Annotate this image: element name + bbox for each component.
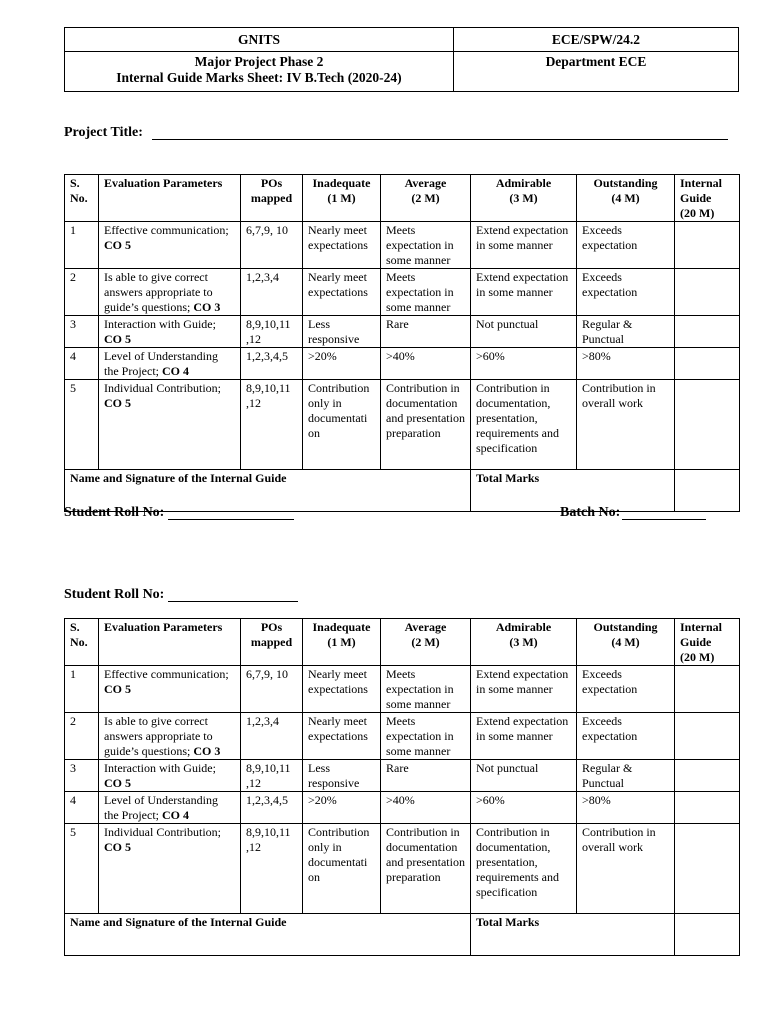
course-outcome: CO 5 bbox=[104, 238, 131, 252]
average-cell: Contribution in documentation and presentation preparation bbox=[381, 380, 471, 470]
outstanding-cell: Contribution in overall work bbox=[577, 824, 675, 914]
evaluation-parameter bbox=[99, 713, 241, 760]
course-outcome: CO 5 bbox=[104, 682, 131, 696]
column-header-label: Admirable bbox=[495, 176, 552, 190]
title-line-1: Major Project Phase 2 bbox=[194, 54, 324, 69]
internal-guide-mark-cell[interactable] bbox=[675, 316, 740, 348]
column-header-label: S. No. bbox=[70, 620, 88, 649]
column-header-label: S. No. bbox=[70, 176, 88, 205]
table-row bbox=[65, 792, 740, 824]
pos-mapped: 8,9,10,11 ,12 bbox=[241, 316, 303, 348]
column-header-label: Internal Guide bbox=[680, 176, 722, 205]
row-number: 3 bbox=[65, 760, 99, 792]
admirable-cell: Contribution in documentation, presentation, requirements and specification bbox=[471, 380, 577, 470]
column-header-inadequate bbox=[303, 175, 381, 222]
average-cell: Meets expectation in some manner bbox=[381, 666, 471, 713]
outstanding-cell: Exceeds expectation bbox=[577, 666, 675, 713]
table-row bbox=[65, 380, 740, 470]
column-header-label: Evaluation Parameters bbox=[104, 620, 223, 634]
column-header-marks: (4 M) bbox=[611, 635, 640, 649]
column-header-marks: (20 M) bbox=[680, 650, 715, 664]
column-header-label: Outstanding bbox=[593, 620, 658, 634]
evaluation-parameter bbox=[99, 792, 241, 824]
row-number: 5 bbox=[65, 824, 99, 914]
column-header-label: POs mapped bbox=[250, 176, 293, 205]
batch-row bbox=[560, 505, 710, 523]
pos-mapped: 1,2,3,4,5 bbox=[241, 792, 303, 824]
admirable-cell: Not punctual bbox=[471, 316, 577, 348]
inadequate-cell: Less responsive bbox=[303, 760, 381, 792]
column-header-sno bbox=[65, 175, 99, 222]
course-outcome: CO 5 bbox=[104, 396, 131, 410]
header-title bbox=[65, 52, 454, 92]
internal-guide-mark-cell[interactable] bbox=[675, 348, 740, 380]
course-outcome: CO 4 bbox=[161, 808, 189, 822]
parameter-text: Is able to give correct answers appropriate to guide’s questions; bbox=[104, 270, 213, 314]
average-cell: >40% bbox=[381, 348, 471, 380]
course-outcome: CO 5 bbox=[104, 776, 131, 790]
admirable-cell: Contribution in documentation, presentation, requirements and specification bbox=[471, 824, 577, 914]
parameter-text: Is able to give correct answers appropriate to guide’s questions; bbox=[104, 714, 213, 758]
average-cell: Rare bbox=[381, 760, 471, 792]
table-row bbox=[65, 760, 740, 792]
table-row bbox=[65, 348, 740, 380]
inadequate-cell: Less responsive bbox=[303, 316, 381, 348]
parameter-text: Individual Contribution; bbox=[104, 381, 221, 395]
row-number: 2 bbox=[65, 713, 99, 760]
org-name: GNITS bbox=[65, 28, 454, 52]
parameter-text: Level of Understanding the Project; bbox=[104, 793, 218, 822]
parameter-text: Interaction with Guide; bbox=[104, 761, 216, 775]
inadequate-cell: Nearly meet expectations bbox=[303, 666, 381, 713]
guide-signature-cell[interactable]: Name and Signature of the Internal Guide bbox=[65, 470, 471, 512]
internal-guide-mark-cell[interactable] bbox=[675, 269, 740, 316]
row-number: 3 bbox=[65, 316, 99, 348]
column-header-label: Average bbox=[404, 176, 447, 190]
column-header-admirable bbox=[471, 175, 577, 222]
inadequate-cell: Contribution only in documentati on bbox=[303, 380, 381, 470]
project-title-row bbox=[64, 125, 728, 143]
column-header-sno bbox=[65, 619, 99, 666]
project-title-field[interactable] bbox=[152, 127, 728, 140]
course-outcome: CO 3 bbox=[193, 744, 221, 758]
pos-mapped: 8,9,10,11 ,12 bbox=[241, 380, 303, 470]
course-outcome: CO 3 bbox=[193, 300, 221, 314]
column-header-label: Evaluation Parameters bbox=[104, 176, 223, 190]
header-row bbox=[65, 619, 740, 666]
outstanding-cell: Regular & Punctual bbox=[577, 760, 675, 792]
parameter-text: Individual Contribution; bbox=[104, 825, 221, 839]
row-number: 5 bbox=[65, 380, 99, 470]
pos-mapped: 8,9,10,11 ,12 bbox=[241, 760, 303, 792]
admirable-cell: Extend expectation in some manner bbox=[471, 666, 577, 713]
department: Department ECE bbox=[454, 52, 739, 92]
inadequate-cell: >20% bbox=[303, 348, 381, 380]
table-row bbox=[65, 316, 740, 348]
evaluation-parameter bbox=[99, 666, 241, 713]
outstanding-cell: Exceeds expectation bbox=[577, 222, 675, 269]
inadequate-cell: Nearly meet expectations bbox=[303, 269, 381, 316]
student-roll-field[interactable] bbox=[168, 589, 298, 602]
pos-mapped: 8,9,10,11 ,12 bbox=[241, 824, 303, 914]
inadequate-cell: Contribution only in documentati on bbox=[303, 824, 381, 914]
rubric-table-1 bbox=[64, 174, 740, 512]
column-header-marks: (4 M) bbox=[611, 191, 640, 205]
total-marks-label: Total Marks bbox=[471, 470, 675, 512]
column-header-label: Average bbox=[404, 620, 447, 634]
header-row bbox=[65, 175, 740, 222]
course-outcome: CO 5 bbox=[104, 332, 131, 346]
header-table bbox=[64, 27, 739, 92]
parameter-text: Level of Understanding the Project; bbox=[104, 349, 218, 378]
outstanding-cell: Contribution in overall work bbox=[577, 380, 675, 470]
evaluation-parameter bbox=[99, 269, 241, 316]
course-outcome: CO 5 bbox=[104, 840, 131, 854]
batch-label: Batch No: bbox=[560, 505, 621, 520]
table-row bbox=[65, 222, 740, 269]
doc-code: ECE/SPW/24.2 bbox=[454, 28, 739, 52]
column-header-label: Outstanding bbox=[593, 176, 658, 190]
evaluation-parameter bbox=[99, 824, 241, 914]
rubric-table-2 bbox=[64, 618, 740, 956]
inadequate-cell: Nearly meet expectations bbox=[303, 222, 381, 269]
pos-mapped: 1,2,3,4 bbox=[241, 713, 303, 760]
table-row bbox=[65, 713, 740, 760]
column-header-label: Inadequate bbox=[312, 620, 371, 634]
student-roll-row-1 bbox=[64, 505, 304, 523]
table-row bbox=[65, 269, 740, 316]
column-header-outstanding bbox=[577, 619, 675, 666]
admirable-cell: >60% bbox=[471, 792, 577, 824]
internal-guide-mark-cell[interactable] bbox=[675, 760, 740, 792]
student-roll-label: Student Roll No: bbox=[64, 505, 165, 520]
evaluation-parameter bbox=[99, 316, 241, 348]
internal-guide-mark-cell[interactable] bbox=[675, 824, 740, 914]
internal-guide-mark-cell[interactable] bbox=[675, 713, 740, 760]
column-header-label: Admirable bbox=[495, 620, 552, 634]
evaluation-parameter bbox=[99, 348, 241, 380]
outstanding-cell: Exceeds expectation bbox=[577, 713, 675, 760]
column-header-label: POs mapped bbox=[250, 620, 293, 649]
evaluation-parameter bbox=[99, 222, 241, 269]
column-header-average bbox=[381, 175, 471, 222]
column-header-label: Inadequate bbox=[312, 176, 371, 190]
average-cell: Meets expectation in some manner bbox=[381, 269, 471, 316]
title-line-2: Internal Guide Marks Sheet: IV B.Tech (2020-24) bbox=[116, 70, 402, 85]
pos-mapped: 1,2,3,4 bbox=[241, 269, 303, 316]
total-marks-cell[interactable] bbox=[675, 914, 740, 956]
table-row bbox=[65, 666, 740, 713]
column-header-marks: (2 M) bbox=[411, 635, 440, 649]
column-header-admirable bbox=[471, 619, 577, 666]
internal-guide-mark-cell[interactable] bbox=[675, 666, 740, 713]
column-header-marks: (1 M) bbox=[327, 191, 356, 205]
row-number: 4 bbox=[65, 348, 99, 380]
average-cell: Meets expectation in some manner bbox=[381, 713, 471, 760]
admirable-cell: Extend expectation in some manner bbox=[471, 713, 577, 760]
column-header-marks: (20 M) bbox=[680, 206, 715, 220]
pos-mapped: 6,7,9, 10 bbox=[241, 222, 303, 269]
student-roll-field[interactable] bbox=[168, 507, 294, 520]
average-cell: >40% bbox=[381, 792, 471, 824]
inadequate-cell: >20% bbox=[303, 792, 381, 824]
row-number: 1 bbox=[65, 666, 99, 713]
admirable-cell: Extend expectation in some manner bbox=[471, 222, 577, 269]
batch-field[interactable] bbox=[622, 507, 706, 520]
student-roll-row-2 bbox=[64, 587, 304, 605]
evaluation-parameter bbox=[99, 380, 241, 470]
column-header-pos bbox=[241, 619, 303, 666]
column-header-pos bbox=[241, 175, 303, 222]
student-roll-label: Student Roll No: bbox=[64, 587, 165, 602]
column-header-param bbox=[99, 619, 241, 666]
column-header-outstanding bbox=[577, 175, 675, 222]
outstanding-cell: >80% bbox=[577, 348, 675, 380]
column-header-marks: (2 M) bbox=[411, 191, 440, 205]
outstanding-cell: Exceeds expectation bbox=[577, 269, 675, 316]
admirable-cell: >60% bbox=[471, 348, 577, 380]
parameter-text: Effective communication; bbox=[104, 223, 229, 237]
average-cell: Contribution in documentation and presentation preparation bbox=[381, 824, 471, 914]
admirable-cell: Not punctual bbox=[471, 760, 577, 792]
pos-mapped: 6,7,9, 10 bbox=[241, 666, 303, 713]
internal-guide-mark-cell[interactable] bbox=[675, 380, 740, 470]
guide-signature-cell[interactable]: Name and Signature of the Internal Guide bbox=[65, 914, 471, 956]
row-number: 1 bbox=[65, 222, 99, 269]
pos-mapped: 1,2,3,4,5 bbox=[241, 348, 303, 380]
admirable-cell: Extend expectation in some manner bbox=[471, 269, 577, 316]
outstanding-cell: Regular & Punctual bbox=[577, 316, 675, 348]
inadequate-cell: Nearly meet expectations bbox=[303, 713, 381, 760]
column-header-marks: (1 M) bbox=[327, 635, 356, 649]
total-marks-label: Total Marks bbox=[471, 914, 675, 956]
evaluation-parameter bbox=[99, 760, 241, 792]
internal-guide-mark-cell[interactable] bbox=[675, 792, 740, 824]
column-header-internal bbox=[675, 619, 740, 666]
internal-guide-mark-cell[interactable] bbox=[675, 222, 740, 269]
outstanding-cell: >80% bbox=[577, 792, 675, 824]
average-cell: Meets expectation in some manner bbox=[381, 222, 471, 269]
course-outcome: CO 4 bbox=[161, 364, 189, 378]
column-header-average bbox=[381, 619, 471, 666]
parameter-text: Interaction with Guide; bbox=[104, 317, 216, 331]
column-header-internal bbox=[675, 175, 740, 222]
row-number: 4 bbox=[65, 792, 99, 824]
average-cell: Rare bbox=[381, 316, 471, 348]
project-title-label: Project Title: bbox=[64, 125, 143, 140]
table-row bbox=[65, 824, 740, 914]
row-number: 2 bbox=[65, 269, 99, 316]
column-header-param bbox=[99, 175, 241, 222]
footer-row bbox=[65, 914, 740, 956]
column-header-inadequate bbox=[303, 619, 381, 666]
parameter-text: Effective communication; bbox=[104, 667, 229, 681]
column-header-marks: (3 M) bbox=[509, 191, 538, 205]
column-header-marks: (3 M) bbox=[509, 635, 538, 649]
column-header-label: Internal Guide bbox=[680, 620, 722, 649]
